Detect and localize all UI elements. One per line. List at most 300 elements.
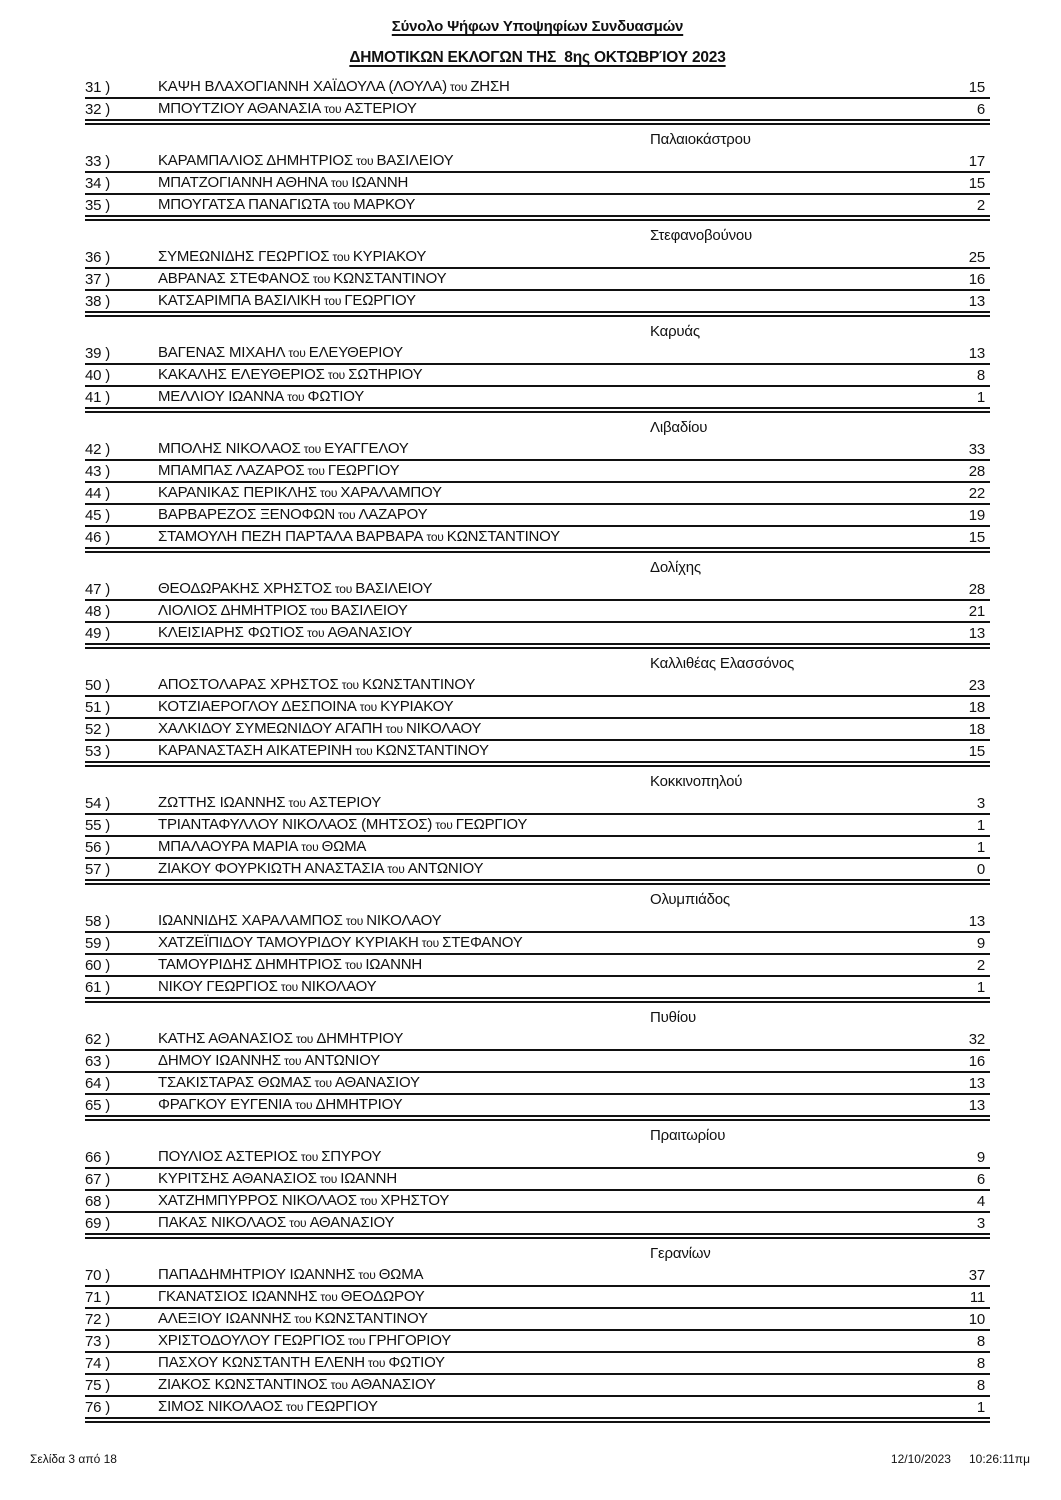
candidate-row: [85, 1353, 990, 1375]
candidate-fullname: ΘΕΟΔΩΡΑΚΗΣ ΧΡΗΣΤΟΣ: [158, 580, 332, 597]
father-connector: του: [292, 1098, 316, 1112]
candidate-row: [85, 601, 990, 623]
vote-count: 1: [976, 817, 985, 834]
candidate-name: [158, 344, 969, 362]
candidate-name: [158, 624, 969, 642]
candidate-fullname: ΤΡΙΑΝΤΑΦΥΛΛΟΥ ΝΙΚΟΛΑΟΣ (ΜΗΤΣΟΣ): [158, 816, 433, 833]
vote-count: 1: [976, 979, 985, 996]
candidate-fullname: ΤΑΜΟΥΡΙΔΗΣ ΔΗΜΗΤΡΙΟΣ: [158, 956, 342, 973]
father-name: ΙΩΑΝΝΗ: [365, 956, 423, 973]
father-connector: του: [334, 508, 359, 522]
father-connector: του: [311, 1076, 336, 1090]
precinct-heading: Παλαιοκάστρου: [650, 131, 751, 148]
father-name: ΓΡΗΓΟΡΙΟΥ: [368, 1332, 451, 1349]
candidate-name: [158, 742, 969, 760]
vote-count: 15: [968, 529, 985, 546]
precinct-rows: [85, 1029, 990, 1121]
candidate-row: [85, 1095, 990, 1117]
candidate-fullname: ΧΑΤΖΗΜΠΥΡΡΟΣ ΝΙΚΟΛΑΟΣ: [158, 1192, 357, 1209]
precinct-rows: [85, 1147, 990, 1239]
candidate-fullname: ΜΠΑΤΖΟΓΙΑΝΝΗ ΑΘΗΝΑ: [158, 174, 328, 191]
vote-count: 13: [968, 625, 985, 642]
vote-count: 8: [976, 1333, 985, 1350]
precinct-heading: Καλλιθέας Ελασσόνος: [650, 655, 795, 672]
candidate-name: [158, 388, 977, 406]
father-connector: του: [327, 176, 352, 190]
father-connector: του: [282, 1400, 307, 1414]
candidate-row: [85, 1213, 990, 1235]
candidate-name: [158, 676, 969, 694]
candidate-fullname: ΒΑΡΒΑΡΕΖΟΣ ΞΕΝΟΦΩΝ: [158, 506, 335, 523]
vote-count: 13: [968, 913, 985, 930]
vote-count: 23: [968, 677, 985, 694]
precinct-rows: [85, 77, 990, 125]
father-name: ΔΗΜΗΤΡΙΟΥ: [316, 1030, 404, 1047]
print-timestamp: [891, 1452, 1030, 1467]
candidate-fullname: ΒΑΓΕΝΑΣ ΜΙΧΑΗΛ: [158, 344, 286, 361]
candidate-fullname: ΚΑΡΑΝΙΚΑΣ ΠΕΡΙΚΛΗΣ: [158, 484, 317, 501]
candidate-number: 74 ): [85, 1355, 111, 1372]
father-name: ΦΩΤΙΟΥ: [388, 1354, 445, 1371]
father-name: ΙΩΑΝΝΗ: [351, 174, 409, 191]
candidate-name: [158, 1332, 977, 1350]
father-name: ΚΩΝΣΤΑΝΤΙΝΟΥ: [333, 270, 447, 287]
candidate-name: [158, 270, 969, 288]
candidate-number: 58 ): [85, 913, 111, 930]
vote-count: 0: [976, 861, 985, 878]
candidate-number: 44 ): [85, 485, 111, 502]
candidate-name: [158, 602, 969, 620]
candidate-number: 36 ): [85, 249, 111, 266]
father-name: ΣΠΥΡΟΥ: [321, 1148, 382, 1165]
father-connector: του: [338, 678, 363, 692]
father-name: ΣΤΕΦΑΝΟΥ: [442, 934, 523, 951]
candidate-name: [158, 860, 977, 878]
candidate-number: 61 ): [85, 979, 111, 996]
vote-count: 1: [976, 839, 985, 856]
father-connector: του: [317, 1290, 341, 1304]
precinct-group: [85, 227, 990, 317]
father-name: ΑΘΑΝΑΣΙΟΥ: [335, 1074, 420, 1091]
candidate-row: [85, 1029, 990, 1051]
father-connector: του: [382, 722, 406, 736]
candidate-name: [158, 580, 969, 598]
father-connector: του: [418, 936, 443, 950]
father-connector: του: [285, 346, 309, 360]
father-name: ΒΑΣΙΛΕΙΟΥ: [376, 152, 454, 169]
father-connector: του: [352, 744, 376, 758]
candidate-row: [85, 461, 990, 483]
candidate-number: 55 ): [85, 817, 111, 834]
candidate-row: [85, 173, 990, 195]
candidate-fullname: ΚΑΚΑΛΗΣ ΕΛΕΥΘΕΡΙΟΣ: [158, 366, 325, 383]
candidate-row: [85, 719, 990, 741]
candidate-name: [158, 1096, 969, 1114]
candidate-name: [158, 934, 977, 952]
vote-count: 18: [968, 699, 985, 716]
vote-count: 9: [976, 1149, 985, 1166]
candidate-fullname: ΣΤΑΜΟΥΛΗ ΠΕΖΗ ΠΑΡΤΑΛΑ ΒΑΡΒΑΡΑ: [158, 528, 424, 545]
candidate-number: 60 ): [85, 957, 111, 974]
candidate-row: [85, 439, 990, 461]
candidate-row: [85, 1331, 990, 1353]
vote-count: 6: [976, 101, 985, 118]
candidate-list: [85, 77, 990, 1423]
precinct-group: [85, 1009, 990, 1121]
vote-count: 17: [968, 153, 985, 170]
father-name: ΑΘΑΝΑΣΙΟΥ: [350, 1376, 436, 1393]
father-name: ΝΙΚΟΛΑΟΥ: [406, 720, 482, 737]
candidate-name: [158, 440, 969, 458]
father-name: ΒΑΣΙΛΕΙΟΥ: [355, 580, 433, 597]
candidate-number: 72 ): [85, 1311, 111, 1328]
candidate-name: [158, 462, 969, 480]
candidate-name: [158, 838, 977, 856]
father-connector: του: [281, 1054, 305, 1068]
candidate-name: [158, 484, 969, 502]
vote-count: 4: [976, 1193, 985, 1210]
candidate-name: [158, 248, 969, 266]
page-footer: [30, 1452, 1030, 1467]
father-name: ΚΩΝΣΤΑΝΤΙΝΟΥ: [362, 676, 476, 693]
candidate-name: [158, 1398, 977, 1416]
candidate-row: [85, 527, 990, 549]
candidate-row: [85, 1147, 990, 1169]
vote-count: 8: [976, 1355, 985, 1372]
father-connector: του: [432, 818, 456, 832]
precinct-group: [85, 77, 990, 125]
candidate-row: [85, 99, 990, 121]
father-name: ΑΝΤΩΝΙΟΥ: [304, 1052, 381, 1069]
father-name: ΧΑΡΑΛΑΜΠΟΥ: [340, 484, 442, 501]
candidate-row: [85, 365, 990, 387]
candidate-row: [85, 483, 990, 505]
vote-count: 22: [968, 485, 985, 502]
candidate-row: [85, 343, 990, 365]
candidate-row: [85, 77, 990, 99]
candidate-row: [85, 697, 990, 719]
candidate-row: [85, 815, 990, 837]
father-connector: του: [297, 1150, 322, 1164]
father-name: ΙΩΑΝΝΗ: [340, 1170, 397, 1187]
candidate-name: [158, 292, 969, 310]
father-name: ΚΥΡΙΑΚΟΥ: [380, 698, 454, 715]
candidate-row: [85, 1265, 990, 1287]
father-connector: του: [304, 464, 328, 478]
candidate-fullname: ΠΑΚΑΣ ΝΙΚΟΛΑΟΣ: [158, 1214, 287, 1231]
candidate-fullname: ΜΠΑΜΠΑΣ ΛΑΖΑΡΟΣ: [158, 462, 305, 479]
father-name: ΘΕΟΔΩΡΟΥ: [340, 1288, 425, 1305]
precinct-rows: [85, 579, 990, 649]
candidate-fullname: ΣΙΜΟΣ ΝΙΚΟΛΑΟΣ: [158, 1398, 283, 1415]
candidate-fullname: ΧΑΛΚΙΔΟΥ ΣΥΜΕΩΝΙΔΟΥ ΑΓΑΠΗ: [158, 720, 383, 737]
vote-count: 8: [976, 367, 985, 384]
candidate-row: [85, 1309, 990, 1331]
candidate-row: [85, 247, 990, 269]
candidate-number: 53 ): [85, 743, 111, 760]
precinct-heading: Πραιτωρίου: [650, 1127, 726, 1144]
precinct-group: [85, 131, 990, 221]
father-connector: του: [324, 368, 349, 382]
father-connector: του: [320, 294, 345, 308]
candidate-number: 62 ): [85, 1031, 111, 1048]
precinct-heading: Λιβαδίου: [650, 419, 708, 436]
candidate-name: [158, 912, 969, 930]
candidate-row: [85, 505, 990, 527]
vote-count: 25: [968, 249, 985, 266]
vote-count: 19: [968, 507, 985, 524]
father-connector: του: [331, 582, 356, 596]
candidate-fullname: ΤΣΑΚΙΣΤΑΡΑΣ ΘΩΜΑΣ: [158, 1074, 312, 1091]
father-connector: του: [285, 796, 309, 810]
father-name: ΜΑΡΚΟΥ: [353, 196, 416, 213]
candidate-row: [85, 837, 990, 859]
father-name: ΓΕΩΡΓΙΟΥ: [344, 292, 416, 309]
candidate-fullname: ΠΟΥΛΙΟΣ ΑΣΤΕΡΙΟΣ: [158, 1148, 298, 1165]
candidate-number: 51 ): [85, 699, 111, 716]
candidate-number: 41 ): [85, 389, 111, 406]
father-connector: του: [329, 250, 353, 264]
candidate-number: 67 ): [85, 1171, 111, 1188]
candidate-name: [158, 1376, 977, 1394]
candidate-name: [158, 1354, 977, 1372]
father-connector: του: [355, 1268, 379, 1282]
candidate-row: [85, 1169, 990, 1191]
candidate-fullname: ΠΑΣΧΟΥ ΚΩΝΣΤΑΝΤΗ ΕΛΕΝΗ: [158, 1354, 365, 1371]
candidate-fullname: ΚΟΤΖΙΑΕΡΟΓΛΟΥ ΔΕΣΠΟΙΝΑ: [158, 698, 357, 715]
father-name: ΦΩΤΙΟΥ: [307, 388, 365, 405]
father-connector: του: [303, 626, 328, 640]
candidate-name: [158, 506, 969, 524]
vote-count: 2: [976, 957, 985, 974]
father-name: ΚΥΡΙΑΚΟΥ: [352, 248, 427, 265]
candidate-row: [85, 1397, 990, 1419]
father-connector: του: [292, 1032, 317, 1046]
father-connector: του: [298, 840, 322, 854]
candidate-number: 32 ): [85, 101, 111, 118]
father-name: ΚΩΝΣΤΑΝΤΙΝΟΥ: [375, 742, 489, 759]
candidate-number: 71 ): [85, 1289, 111, 1306]
candidate-number: 40 ): [85, 367, 111, 384]
precinct-rows: [85, 151, 990, 221]
candidate-fullname: ΑΛΕΞΙΟΥ ΙΩΑΝΝΗΣ: [158, 1310, 292, 1327]
father-connector: του: [291, 1312, 315, 1326]
candidate-name: [158, 78, 969, 96]
page-number-label: Σελίδα 3 από 18: [30, 1452, 117, 1466]
candidate-name: [158, 1074, 969, 1092]
vote-count: 1: [976, 389, 985, 406]
candidate-row: [85, 955, 990, 977]
print-date: 12/10/2023: [890, 1452, 951, 1466]
candidate-fullname: ΓΚΑΝΑΤΣΙΟΣ ΙΩΑΝΝΗΣ: [158, 1288, 318, 1305]
father-name: ΑΘΑΝΑΣΙΟΥ: [327, 624, 413, 641]
candidate-fullname: ΚΛΕΙΣΙΑΡΗΣ ΦΩΤΙΟΣ: [158, 624, 304, 641]
candidate-number: 70 ): [85, 1267, 111, 1284]
candidate-number: 49 ): [85, 625, 111, 642]
vote-count: 15: [968, 175, 985, 192]
candidate-number: 43 ): [85, 463, 111, 480]
candidate-fullname: ΚΑΤΣΑΡΙΜΠΑ ΒΑΣΙΛΙΚΗ: [158, 292, 321, 309]
candidate-number: 65 ): [85, 1097, 111, 1114]
candidate-number: 69 ): [85, 1215, 111, 1232]
father-connector: του: [342, 914, 367, 928]
precinct-heading: Ολυμπιάδος: [650, 891, 730, 908]
precinct-group: [85, 419, 990, 553]
precinct-rows: [85, 439, 990, 553]
candidate-row: [85, 675, 990, 697]
father-connector: του: [307, 604, 331, 618]
candidate-number: 31 ): [85, 79, 111, 96]
candidate-fullname: ΜΠΑΛΑΟΥΡΑ ΜΑΡΙΑ: [158, 838, 299, 855]
father-name: ΧΡΗΣΤΟΥ: [380, 1192, 450, 1209]
candidate-name: [158, 1192, 977, 1210]
candidate-name: [158, 366, 977, 384]
candidate-number: 54 ): [85, 795, 111, 812]
precinct-heading: Γερανίων: [650, 1245, 711, 1262]
candidate-fullname: ΧΡΙΣΤΟΔΟΥΛΟΥ ΓΕΩΡΓΙΟΣ: [158, 1332, 345, 1349]
candidate-number: 33 ): [85, 153, 111, 170]
father-connector: του: [423, 530, 447, 544]
candidate-name: [158, 1288, 970, 1306]
vote-count: 21: [968, 603, 985, 620]
father-name: ΘΩΜΑ: [378, 1266, 424, 1283]
father-connector: του: [384, 862, 408, 876]
candidate-number: 57 ): [85, 861, 111, 878]
candidate-fullname: ΙΩΑΝΝΙΔΗΣ ΧΑΡΑΛΑΜΠΟΣ: [158, 912, 343, 929]
report-subtitle: ΔΗΜΟΤΙΚΩΝ ΕΚΛΟΓΩΝ ΤΗΣ 8ης ΟΚΤΩΒΡΊΟΥ 2023: [349, 49, 726, 66]
candidate-row: [85, 1051, 990, 1073]
candidate-row: [85, 741, 990, 763]
father-connector: του: [277, 980, 302, 994]
candidate-row: [85, 387, 990, 409]
vote-count: 33: [968, 441, 985, 458]
candidate-name: [158, 1214, 977, 1232]
vote-count: 10: [968, 1311, 985, 1328]
father-connector: του: [286, 1216, 310, 1230]
candidate-number: 47 ): [85, 581, 111, 598]
father-connector: του: [309, 272, 334, 286]
print-time: 10:26:11πμ: [968, 1452, 1030, 1466]
candidate-fullname: ΖΙΑΚΟΥ ΦΟΥΡΚΙΩΤΗ ΑΝΑΣΤΑΣΙΑ: [158, 860, 385, 877]
father-name: ΕΥΑΓΓΕΛΟΥ: [324, 440, 409, 457]
candidate-number: 75 ): [85, 1377, 111, 1394]
candidate-fullname: ΚΑΡΑΜΠΑΛΙΟΣ ΔΗΜΗΤΡΙΟΣ: [158, 152, 353, 169]
precinct-rows: [85, 675, 990, 767]
vote-count: 28: [968, 463, 985, 480]
precinct-heading: Πυθίου: [650, 1009, 697, 1026]
father-name: ΑΘΑΝΑΣΙΟΥ: [309, 1214, 395, 1231]
candidate-name: [158, 720, 969, 738]
father-name: ΓΕΩΡΓΙΟΥ: [455, 816, 528, 833]
precinct-heading: Καρυάς: [650, 323, 700, 340]
precinct-rows: [85, 343, 990, 413]
father-name: ΣΩΤΗΡΙΟΥ: [348, 366, 423, 383]
candidate-name: [158, 152, 969, 170]
candidate-name: [158, 196, 977, 214]
candidate-fullname: ΧΑΤΖΕΪΠΙΔΟΥ ΤΑΜΟΥΡΙΔΟΥ ΚΥΡΙΑΚΗ: [158, 934, 419, 951]
candidate-fullname: ΜΠΟΥΤΖΙΟΥ ΑΘΑΝΑΣΙΑ: [158, 100, 322, 117]
vote-count: 2: [976, 197, 985, 214]
candidate-name: [158, 794, 977, 812]
vote-count: 37: [968, 1267, 985, 1284]
father-connector: του: [356, 700, 381, 714]
candidate-fullname: ΔΗΜΟΥ ΙΩΑΝΝΗΣ: [158, 1052, 281, 1069]
candidate-number: 76 ): [85, 1399, 111, 1416]
candidate-name: [158, 1266, 969, 1284]
candidate-number: 42 ): [85, 441, 111, 458]
candidate-row: [85, 933, 990, 955]
candidate-fullname: ΣΥΜΕΩΝΙΔΗΣ ΓΕΩΡΓΙΟΣ: [158, 248, 330, 265]
candidate-fullname: ΖΩΤΤΗΣ ΙΩΑΝΝΗΣ: [158, 794, 286, 811]
father-name: ΑΣΤΕΡΙΟΥ: [344, 100, 417, 117]
father-name: ΓΕΩΡΓΙΟΥ: [327, 462, 400, 479]
vote-count: 13: [968, 1075, 985, 1092]
candidate-number: 35 ): [85, 197, 111, 214]
vote-count: 13: [968, 345, 985, 362]
candidate-number: 52 ): [85, 721, 111, 738]
vote-count: 9: [976, 935, 985, 952]
candidate-row: [85, 793, 990, 815]
candidate-fullname: ΑΠΟΣΤΟΛΑΡΑΣ ΧΡΗΣΤΟΣ: [158, 676, 339, 693]
precinct-rows: [85, 911, 990, 1003]
candidate-number: 73 ): [85, 1333, 111, 1350]
candidate-fullname: ΜΠΟΥΓΑΤΣΑ ΠΑΝΑΓΙΩΤΑ: [158, 196, 330, 213]
candidate-fullname: ΝΙΚΟΥ ΓΕΩΡΓΙΟΣ: [158, 978, 278, 995]
candidate-row: [85, 291, 990, 313]
candidate-name: [158, 1310, 969, 1328]
father-name: ΚΩΝΣΤΑΝΤΙΝΟΥ: [314, 1310, 428, 1327]
candidate-row: [85, 911, 990, 933]
father-name: ΑΝΤΩΝΙΟΥ: [407, 860, 484, 877]
candidate-fullname: ΖΙΑΚΟΣ ΚΩΝΣΤΑΝΤΙΝΟΣ: [158, 1376, 328, 1393]
father-name: ΕΛΕΥΘΕΡΙΟΥ: [308, 344, 403, 361]
candidate-row: [85, 1073, 990, 1095]
father-connector: του: [344, 1334, 369, 1348]
candidate-name: [158, 1170, 977, 1188]
precinct-rows: [85, 247, 990, 317]
father-connector: του: [352, 154, 377, 168]
precinct-rows: [85, 1265, 990, 1423]
candidate-row: [85, 977, 990, 999]
vote-count: 6: [976, 1171, 985, 1188]
vote-count: 13: [968, 293, 985, 310]
vote-count: 13: [968, 1097, 985, 1114]
candidate-number: 38 ): [85, 293, 111, 310]
candidate-row: [85, 269, 990, 291]
vote-count: 3: [976, 795, 985, 812]
father-connector: του: [327, 1378, 351, 1392]
candidate-fullname: ΜΠΟΛΗΣ ΝΙΚΟΛΑΟΣ: [158, 440, 301, 457]
vote-count: 16: [968, 1053, 985, 1070]
candidate-name: [158, 1148, 977, 1166]
vote-count: 3: [976, 1215, 985, 1232]
candidate-fullname: ΚΥΡΙΤΣΗΣ ΑΘΑΝΑΣΙΟΣ: [158, 1170, 317, 1187]
candidate-fullname: ΦΡΑΓΚΟΥ ΕΥΓΕΝΙΑ: [158, 1096, 293, 1113]
candidate-fullname: ΚΑΤΗΣ ΑΘΑΝΑΣΙΟΣ: [158, 1030, 293, 1047]
father-connector: του: [300, 442, 325, 456]
precinct-group: [85, 1127, 990, 1239]
precinct-heading: Στεφανοβούνου: [650, 227, 753, 244]
father-connector: του: [284, 390, 308, 404]
vote-count: 16: [968, 271, 985, 288]
candidate-number: 63 ): [85, 1053, 111, 1070]
candidate-fullname: ΚΑΡΑΝΑΣΤΑΣΗ ΑΙΚΑΤΕΡΙΝΗ: [158, 742, 353, 759]
candidate-number: 39 ): [85, 345, 111, 362]
father-name: ΑΣΤΕΡΙΟΥ: [308, 794, 382, 811]
vote-count: 15: [968, 743, 985, 760]
candidate-number: 68 ): [85, 1193, 111, 1210]
candidate-name: [158, 1030, 969, 1048]
